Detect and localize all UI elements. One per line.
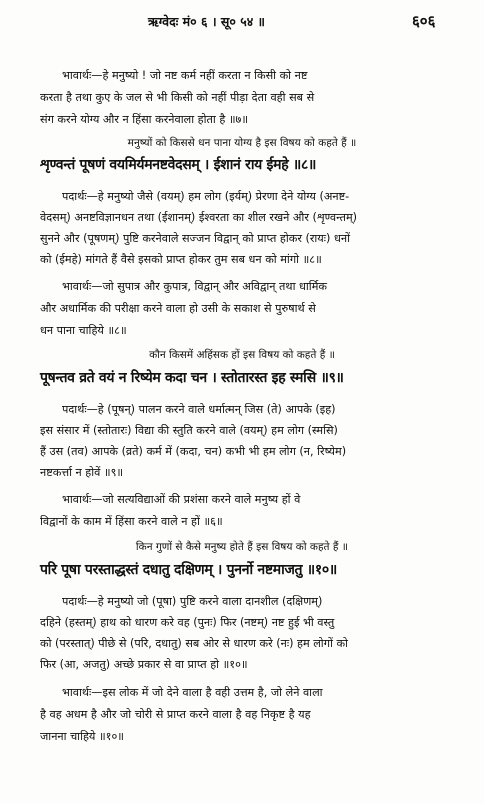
- section-heading: किन गुणों से कैसे मनुष्य होते हैं इस विषय को कहते हैं ॥: [135, 541, 349, 553]
- text-line: इस संसार में (स्तोतारः) विद्या की स्तुति करने वाले (वयम्) हम लोग (स्मसि): [40, 424, 338, 437]
- text-line: भावार्थः—जो सत्यविद्याओं की प्रशंसा करने वाले मनुष्य हों वे: [62, 493, 301, 506]
- running-title: ऋग्वेदः मं० ६ । सू० ५४ ॥: [148, 14, 266, 29]
- text-line: संग करने योग्य और न हिंसा करनेवाला होता है ॥७॥: [40, 113, 249, 126]
- text-line: और अधार्मिक की परीक्षा करने वाला हो उसी के सकाश से पुरुषार्थ से: [40, 302, 316, 315]
- mantra-line: पूषन्तव व्रते वयं न रिष्येम कदा चन । स्तोतारस्त इह स्मसि ॥९॥: [40, 370, 344, 386]
- text-line: नष्टकर्त्ता न होवें ॥९॥: [40, 466, 124, 479]
- text-line: जानना चाहिये ॥१०॥: [40, 730, 124, 743]
- text-line: विद्वानों के काम में हिंसा करने वाले न हों ॥६॥: [40, 515, 223, 528]
- text-line: वेदसम्) अनष्टविज्ञानधन तथा (ईशानम्) ईश्वरता का शील रखने और (शृण्वन्तम्): [40, 211, 358, 224]
- mantra-line: शृण्वन्तं पूषणं वयमिर्यमनष्टवेदसम् । ईशानं राय ईमहे ॥८॥: [40, 157, 317, 173]
- text-line: पदार्थः—हे मनुष्यो जो (पूषा) पुष्टि करने वाला दानशील (दक्षिणम्): [62, 595, 323, 608]
- text-line: धन पाना चाहिये ॥८॥: [40, 324, 127, 337]
- text-line: हैं उस (तव) आपके (व्रते) कर्म में (कदा, चन) कभी भी हम लोग (न, रिष्येम): [40, 445, 347, 458]
- text-line: सुनने और (पूषणम्) पुष्टि करनेवाले सज्जन विद्वान् को प्राप्त होकर (रायः) धनों: [40, 232, 350, 245]
- text-line: दहिने (हस्तम्) हाथ को धारण करे वह (पुनः) फिर (नष्टम्) नष्ट हुई भी वस्तु: [40, 616, 335, 629]
- text-line: पदार्थः—हे मनुष्यो जैसे (वयम्) हम लोग (इर्यम्) प्रेरणा देने योग्य (अनष्ट-: [62, 190, 350, 203]
- text-line: को (परस्तात्) पीछे से (परि, दधातु) सब ओर से धारण करे (नः) हम लोगों को: [40, 637, 348, 650]
- text-line: भावार्थः—हे मनुष्यो ! जो नष्ट कर्म नहीं करता न किसी को नष्ट: [62, 69, 308, 82]
- text-line: फिर (आ, अजतु) अच्छे प्रकार से वा प्राप्त हो ॥१०॥: [40, 658, 248, 671]
- text-line: पदार्थः—हे (पूषन्) पालन करने वाले धर्मात्मन् जिस (ते) आपके (इह): [62, 403, 336, 416]
- section-heading: कौन किसमें अहिंसक हों इस विषय को कहते हैं ॥: [149, 349, 335, 361]
- page-number: ६०६: [412, 12, 436, 30]
- mantra-line: परि पूषा परस्ताद्धस्तं दधातु दक्षिणम् । पुनर्नो नष्टमाजतु ॥१०॥: [40, 562, 337, 578]
- text-line: करता है तथा कुए के जल से भी किसी को नहीं पीड़ा देता वही सब से: [40, 91, 315, 104]
- section-heading: मनुष्यों को किससे धन पाना योग्य है इस विषय को कहते हैं ॥: [127, 137, 357, 149]
- text-line: भावार्थः—जो सुपात्र और कुपात्र, विद्वान् और अविद्वान् तथा धार्मिक: [62, 280, 327, 293]
- text-line: को (ईमहे) मांगते हैं वैसे इसको प्राप्त होकर तुम सब धन को मांगो ॥८॥: [40, 253, 322, 266]
- text-line: भावार्थः—इस लोक में जो देने वाला है वही उत्तम है, जो लेने वाला: [62, 686, 323, 699]
- text-line: है वह अधम है और जो चोरी से प्राप्त करने वाला है वह निकृष्ट है यह: [40, 708, 311, 721]
